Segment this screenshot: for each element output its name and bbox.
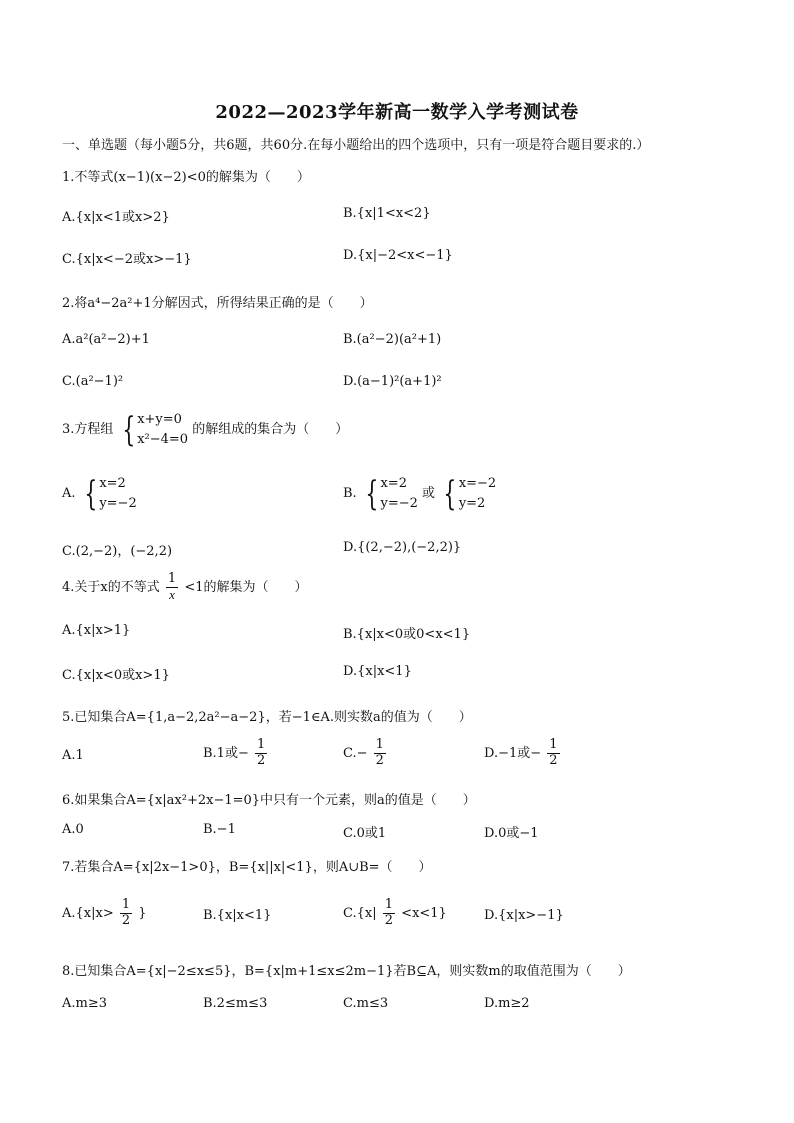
question-8-option-c: C.m≤3 bbox=[343, 996, 389, 1011]
question-5-option-d bbox=[484, 738, 562, 769]
option-text: C.{x| bbox=[343, 905, 377, 921]
option-text: B.1或− bbox=[203, 745, 249, 761]
fraction-denominator: 2 bbox=[384, 912, 394, 928]
system-row: x=−2 bbox=[458, 476, 497, 491]
fraction-one-half bbox=[374, 738, 386, 769]
question-8-option-a: A.m≥3 bbox=[62, 996, 108, 1011]
question-7-option-c bbox=[343, 898, 447, 929]
question-8-option-b: B.2≤m≤3 bbox=[203, 996, 268, 1011]
question-7-option-b: B.{x|x<1} bbox=[203, 908, 272, 923]
question-3-option-b-system-1: { x=2 y=−2 bbox=[365, 473, 418, 514]
question-3-stem-suffix: 的解组成的集合为（ ） bbox=[192, 422, 349, 437]
question-4-option-c: C.{x|x<0或x>1} bbox=[62, 668, 170, 683]
option-text: A.{x|x> bbox=[62, 905, 114, 921]
question-5-stem: 5.已知集合A={1,a−2,2a²−a−2}，若−1∈A.则实数a的值为（ ） bbox=[62, 710, 472, 725]
fraction-denominator: 2 bbox=[257, 752, 266, 768]
system-row: y=2 bbox=[458, 495, 486, 511]
system-row: x=2 bbox=[380, 476, 407, 491]
fraction-one-half bbox=[383, 898, 395, 929]
question-7-option-a bbox=[62, 898, 147, 929]
option-text: D.−1或− bbox=[484, 745, 542, 761]
question-6-stem: 6.如果集合A={x|ax²+2x−1=0}中只有一个元素，则a的值是（ ） bbox=[62, 793, 476, 808]
section-heading: 一、单选题（每小题5分，共6题，共60分.在每小题给出的四个选项中，只有一项是符合题目要求的.） bbox=[62, 138, 650, 153]
question-3-option-b-system-2: { x=−2 y=2 bbox=[443, 473, 497, 514]
question-3-equation-1: x+y=0 bbox=[137, 412, 182, 427]
fraction-one-half bbox=[255, 738, 267, 769]
option-text: <x<1} bbox=[401, 905, 447, 921]
question-4-stem-suffix: <1的解集为（ ） bbox=[184, 579, 308, 595]
question-8-option-d: D.m≥2 bbox=[484, 996, 530, 1011]
question-6-option-a: A.0 bbox=[62, 822, 84, 837]
question-2-option-b: B.(a²−2)(a²+1) bbox=[343, 332, 442, 347]
fraction-numerator: 1 bbox=[257, 737, 266, 752]
question-3-stem bbox=[62, 410, 348, 449]
fraction-denominator: 2 bbox=[375, 752, 384, 768]
fraction-one-half bbox=[547, 738, 559, 769]
question-1-option-b: B.{x|1<x<2} bbox=[343, 206, 431, 221]
fraction-denominator: x bbox=[169, 586, 175, 602]
fraction-denominator: 2 bbox=[121, 912, 131, 928]
system-row: x=2 bbox=[99, 476, 126, 491]
question-6-option-d: D.0或−1 bbox=[484, 826, 539, 841]
question-4-option-a: A.{x|x>1} bbox=[62, 623, 131, 638]
question-4-stem-prefix: 4.关于x的不等式 bbox=[62, 579, 160, 595]
fraction-denominator: 2 bbox=[549, 752, 558, 768]
question-2-option-a: A.a²(a²−2)+1 bbox=[62, 332, 150, 347]
question-3-option-a bbox=[62, 474, 137, 513]
fraction-numerator: 1 bbox=[121, 897, 131, 912]
question-4-fraction bbox=[166, 572, 178, 603]
question-6-option-b: B.−1 bbox=[203, 822, 236, 837]
option-letter: A. bbox=[62, 486, 76, 501]
fraction-one-half bbox=[120, 898, 132, 929]
question-3-option-c: C.(2,−2)，(−2,2) bbox=[62, 544, 173, 559]
question-3-option-a-system: { x=2 y=−2 bbox=[84, 473, 137, 514]
fraction-numerator: 1 bbox=[384, 897, 394, 912]
fraction-numerator: 1 bbox=[549, 737, 558, 752]
question-5-option-c bbox=[343, 738, 388, 769]
question-3-equation-system: { x+y=0 x²−4=0 bbox=[121, 409, 189, 450]
system-row: y=−2 bbox=[380, 495, 418, 511]
question-7-option-d: D.{x|x>−1} bbox=[484, 908, 564, 923]
question-3-equation-2: x²−4=0 bbox=[137, 431, 189, 447]
question-4-option-d: D.{x|x<1} bbox=[343, 664, 412, 679]
question-1-option-d: D.{x|−2<x<−1} bbox=[343, 248, 453, 263]
question-2-option-d: D.(a−1)²(a+1)² bbox=[343, 374, 442, 389]
question-3-stem-prefix: 3.方程组 bbox=[62, 422, 114, 437]
question-1-stem: 1.不等式(x−1)(x−2)<0的解集为（ ） bbox=[62, 170, 310, 185]
page-title: 2022—2023学年新高一数学入学考测试卷 bbox=[215, 102, 579, 123]
question-3-option-d: D.{(2,−2),(−2,2)} bbox=[343, 540, 462, 555]
option-letter: B. bbox=[343, 486, 357, 501]
question-1-option-c: C.{x|x<−2或x>−1} bbox=[62, 252, 192, 267]
question-5-option-b bbox=[203, 738, 269, 769]
fraction-numerator: 1 bbox=[375, 737, 384, 752]
question-8-stem: 8.已知集合A={x|−2≤x≤5}，B={x|m+1≤x≤2m−1}若B⊆A，则实数m的取值范围为（ ） bbox=[62, 964, 631, 979]
question-2-stem: 2.将a⁴−2a²+1分解因式，所得结果正确的是（ ） bbox=[62, 296, 373, 311]
or-word: 或 bbox=[422, 486, 436, 501]
fraction-numerator: 1 bbox=[167, 571, 177, 586]
system-row: y=−2 bbox=[99, 495, 137, 511]
question-4-option-b: B.{x|x<0或0<x<1} bbox=[343, 627, 471, 642]
option-text: C.− bbox=[343, 745, 368, 761]
question-2-option-c: C.(a²−1)² bbox=[62, 374, 124, 389]
question-6-option-c: C.0或1 bbox=[343, 826, 387, 841]
question-1-option-a: A.{x|x<1或x>2} bbox=[62, 210, 170, 225]
question-3-option-b bbox=[343, 474, 496, 513]
question-5-option-a: A.1 bbox=[62, 748, 84, 763]
option-text: } bbox=[138, 905, 147, 921]
question-7-stem: 7.若集合A={x|2x−1>0}，B={x||x|<1}，则A∪B=（ ） bbox=[62, 860, 432, 875]
question-4-stem bbox=[62, 572, 307, 603]
